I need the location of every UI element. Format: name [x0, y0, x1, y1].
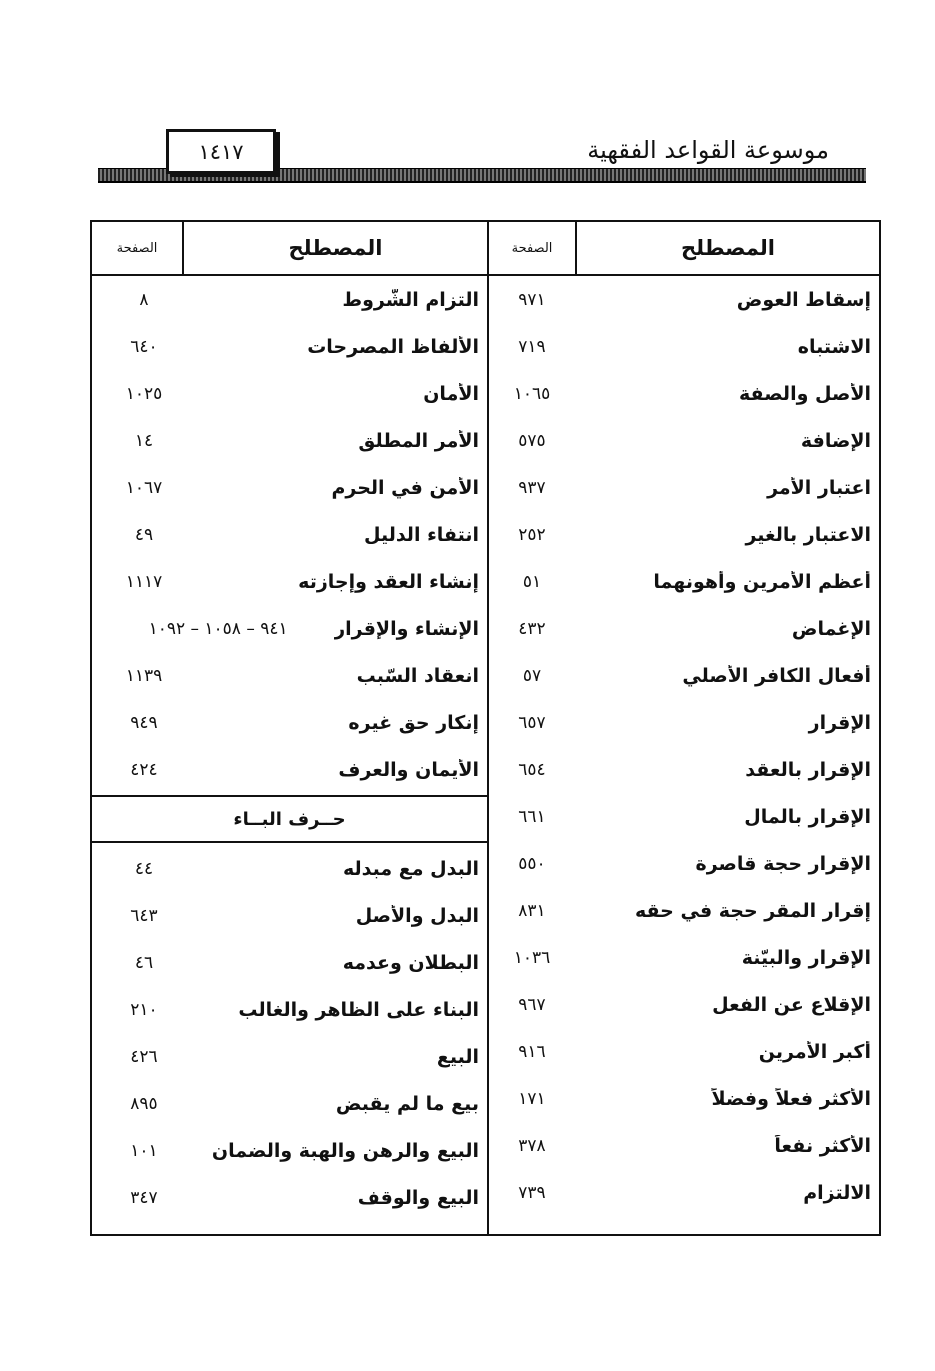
- index-term: البدل والأصل: [355, 904, 479, 927]
- index-row: [92, 746, 487, 793]
- index-term: انعقاد السّبب: [356, 664, 479, 687]
- index-row: [92, 986, 487, 1033]
- index-page: ٤٣٢: [518, 618, 546, 639]
- index-row: [92, 511, 487, 558]
- book-title: موسوعة القواعد الفقهية: [587, 136, 829, 164]
- index-page: ١٠٢٥: [125, 383, 163, 404]
- column-header: [489, 222, 879, 276]
- index-row: [489, 276, 879, 323]
- index-row: [489, 1169, 879, 1216]
- index-page: ٢١٠: [130, 999, 158, 1020]
- index-page: ٤٢٦: [130, 1046, 158, 1067]
- index-term: الإقرار والبيّنة: [741, 946, 871, 969]
- index-row: [92, 939, 487, 986]
- index-term: البيع والرهن والهبة والضمان: [211, 1139, 479, 1162]
- index-page: ٤٢٤: [130, 759, 158, 780]
- index-term: البناء على الظاهر والغالب: [238, 998, 479, 1021]
- index-term: بيع ما لم يقبض: [335, 1092, 479, 1115]
- index-row: [489, 370, 879, 417]
- index-row: [92, 558, 487, 605]
- index-page: ٩٣٧: [518, 477, 546, 498]
- term-header: المصطلح: [680, 236, 776, 260]
- index-term: أفعال الكافر الأصلي: [682, 664, 871, 687]
- index-page: ٩٦٧: [518, 994, 546, 1015]
- left-rows-top: [92, 276, 487, 793]
- index-row: [92, 464, 487, 511]
- index-term: الإنشاء والإقرار: [334, 617, 479, 640]
- index-term: الإقلاع عن الفعل: [712, 993, 871, 1016]
- index-term: الأمن في الحرم: [331, 476, 479, 499]
- index-row: [489, 746, 879, 793]
- section-heading: حــرف البــاء: [92, 795, 487, 843]
- index-row: [489, 323, 879, 370]
- index-row: [489, 1028, 879, 1075]
- index-page: ٦٤٣: [130, 905, 158, 926]
- index-page: ٨٣١: [518, 900, 546, 921]
- index-row: [489, 981, 879, 1028]
- index-page: ٩١٦: [518, 1041, 546, 1062]
- index-page: ٧٣٩: [518, 1182, 546, 1203]
- index-page: ١١٣٩: [125, 665, 163, 686]
- index-column-left: [90, 220, 487, 1236]
- index-page: ١٠٣٦: [513, 947, 551, 968]
- index-row: [92, 323, 487, 370]
- index-row: [489, 934, 879, 981]
- index-term: انتفاء الدليل: [363, 523, 479, 546]
- index-term: الألفاظ المصرحات: [307, 335, 479, 358]
- index-column-right: [487, 220, 881, 1236]
- index-term: أعظم الأمرين وأهونهما: [653, 570, 871, 593]
- column-header: [92, 222, 487, 276]
- index-page: ٤٩: [134, 524, 154, 545]
- index-row: [489, 605, 879, 652]
- index-term: الإقرار بالعقد: [745, 758, 871, 781]
- index-row: [489, 840, 879, 887]
- index-row: [489, 1122, 879, 1169]
- page-header: الصفحة: [489, 222, 577, 274]
- index-page: ١٠١: [130, 1140, 158, 1161]
- index-page: ٥١: [522, 571, 542, 592]
- index-page: ١٠٦٧: [125, 477, 163, 498]
- index-page: ٥٧٥: [518, 430, 546, 451]
- index-row: [92, 1174, 487, 1221]
- index-row: [489, 1075, 879, 1122]
- index-page: ٦٤٠: [130, 336, 158, 357]
- index-row: [92, 276, 487, 323]
- index-term: الإقرار بالمال: [744, 805, 871, 828]
- index-row: [489, 793, 879, 840]
- index-row: [489, 652, 879, 699]
- index-term: الأصل والصفة: [739, 382, 871, 405]
- index-row: [92, 892, 487, 939]
- index-page: ٥٧: [522, 665, 542, 686]
- index-page: ٦٥٧: [518, 712, 546, 733]
- index-page: ٢٥٢: [518, 524, 546, 545]
- index-row: [489, 699, 879, 746]
- index-term: الأكثر فعلاً وفضلاً: [711, 1087, 871, 1110]
- index-term: الأيمان والعرف: [338, 758, 479, 781]
- left-rows-bottom: [92, 845, 487, 1221]
- index-page: ٥٥٠: [518, 853, 546, 874]
- index-row: [489, 464, 879, 511]
- index-term: اعتبار الأمر: [767, 476, 871, 499]
- index-term: إنكار حق غيره: [348, 711, 479, 734]
- index-page: ١١١٧: [125, 571, 163, 592]
- index-term: الإضافة: [800, 429, 871, 452]
- index-row: [92, 417, 487, 464]
- index-page: ١٧١: [518, 1088, 546, 1109]
- index-row: [489, 417, 879, 464]
- index-term: الإغماض: [791, 617, 871, 640]
- index-term: البيع: [436, 1045, 479, 1068]
- index-term: الإقرار حجة قاصرة: [695, 852, 871, 875]
- index-row: [489, 558, 879, 605]
- index-term: إسقاط العوض: [736, 288, 871, 311]
- term-header: المصطلح: [288, 236, 383, 260]
- index-page: ٦٦١: [518, 806, 546, 827]
- index-row: [92, 1080, 487, 1127]
- index-term: أكبر الأمرين: [758, 1040, 871, 1063]
- index-term: الأمر المطلق: [358, 429, 479, 452]
- index-page: ٨: [139, 289, 149, 310]
- index-page: ٤٤: [134, 858, 154, 879]
- index-row: [92, 1127, 487, 1174]
- index-term: البطلان وعدمه: [342, 951, 479, 974]
- index-page: ٨٩٥: [130, 1093, 158, 1114]
- index-term: الاشتباه: [797, 335, 871, 358]
- index-page: ٩٧١: [518, 289, 546, 310]
- index-row: [92, 699, 487, 746]
- index-term: إنشاء العقد وإجازته: [298, 570, 479, 593]
- index-row: [489, 511, 879, 558]
- index-page: ٧١٩: [518, 336, 546, 357]
- right-rows: [489, 276, 879, 1216]
- index-term: الأكثر نفعاً: [774, 1134, 871, 1157]
- index-row: [92, 1033, 487, 1080]
- index-row: [92, 370, 487, 417]
- index-page: ١٤: [134, 430, 154, 451]
- page-number: ١٤١٧: [166, 129, 276, 174]
- index-term: الأمان: [423, 382, 479, 405]
- index-term: التزام الشّروط: [342, 288, 479, 311]
- page-header: الصفحة: [92, 222, 184, 274]
- index-term: البيع والوقف: [357, 1186, 479, 1209]
- index-row: [92, 605, 487, 652]
- index-row: [92, 845, 487, 892]
- index-page: ٣٧٨: [518, 1135, 546, 1156]
- index-row: [92, 652, 487, 699]
- index-page: ٣٤٧: [130, 1187, 158, 1208]
- index-page: ٩٤٩: [130, 712, 158, 733]
- index-page: ٦٥٤: [518, 759, 546, 780]
- index-page: ٤٦: [134, 952, 154, 973]
- index-term: الاعتبار بالغير: [745, 523, 871, 546]
- index-term: الإقرار: [808, 711, 871, 734]
- index-term: البدل مع مبدله: [343, 857, 479, 880]
- index-term: الالتزام: [803, 1181, 871, 1204]
- index-page: ١٠٦٥: [513, 383, 551, 404]
- index-row: [489, 887, 879, 934]
- index-term: إقرار المقر حجة في حقه: [634, 899, 871, 922]
- index-page: ٩٤١ – ١٠٥٨ – ١٠٩٢: [148, 618, 288, 639]
